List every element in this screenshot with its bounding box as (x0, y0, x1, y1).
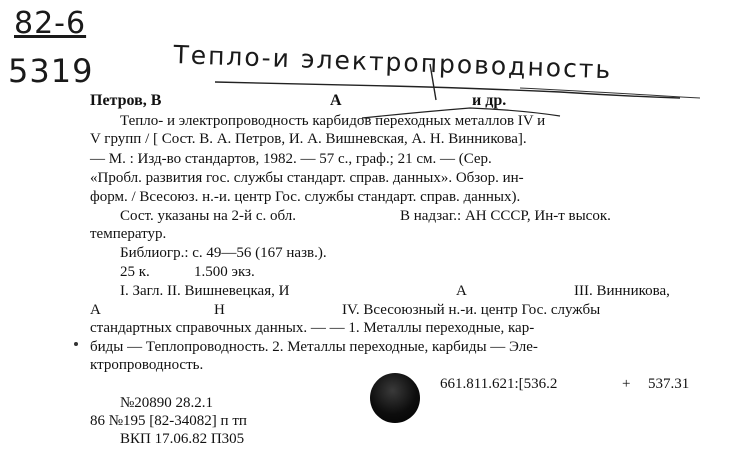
vkp-line: ВКП 17.06.82 П305 (120, 431, 245, 447)
author-initial: А (330, 92, 342, 109)
tracing-5: ктропроводность. (90, 357, 204, 373)
tracing-1c: III. Винникова, (574, 283, 670, 299)
body-line-1: Тепло- и электропроводность карбидов переходных металлов IV и (120, 113, 546, 129)
stray-mark (74, 342, 78, 346)
note-compilers: Сост. указаны на 2-й с. обл. (120, 208, 296, 224)
tracing-2a: А (90, 302, 101, 318)
author-heading: Петров, В (90, 92, 162, 109)
tracing-2b: Н (214, 302, 225, 318)
tracing-3: стандартных справочных данных. — — 1. Металлы переходные, кар- (90, 320, 535, 336)
et-al: и др. (472, 92, 507, 109)
note-price: 25 к. (120, 264, 150, 280)
tracing-4: биды — Теплопроводность. 2. Металлы переходные, карбиды — Элe- (90, 339, 538, 355)
note-bibliography: Библиогр.: с. 49—56 (167 назв.). (120, 245, 327, 261)
handwritten-code-top: 82-6 (14, 6, 87, 41)
note-copies: 1.500 экз. (194, 264, 255, 280)
body-line-2: V групп / [ Сост. В. А. Петров, И. А. Вишневская, А. Н. Винникова]. (90, 131, 527, 147)
tracing-1b: А (456, 283, 467, 299)
udc-class-2: 537.31 (648, 376, 690, 392)
handwritten-code-bottom: 5319 (8, 52, 94, 90)
reg-number: №20890 28.2.1 (120, 395, 214, 411)
body-line-3: — М. : Изд-во стандартов, 1982. — 57 с., граф.; 21 см. — (Сер. (90, 151, 492, 167)
tracing-1a: I. Загл. II. Вишневецкая, И (120, 283, 290, 299)
handwritten-subject: Тепло-и электропроводность (172, 40, 613, 85)
udc-plus: + (622, 376, 631, 392)
note-series-2: температур. (90, 226, 167, 242)
note-series: В надзаг.: АН СССР, Ин-т высок. (400, 208, 611, 224)
body-line-4: «Пробл. развития гос. службы стандарт. справ. данных». Обзор. ин- (90, 170, 524, 186)
body-line-5: форм. / Всесоюз. н.-и. центр Гос. службы стандарт. справ. данных). (90, 189, 521, 205)
udc-class: 661.811.621:[536.2 (440, 376, 558, 392)
tracing-2c: IV. Всесоюзный н.-и. центр Гос. службы (342, 302, 601, 318)
order-line: 86 №195 [82-34082] п тп (90, 413, 247, 429)
card-punch-hole (370, 373, 420, 423)
